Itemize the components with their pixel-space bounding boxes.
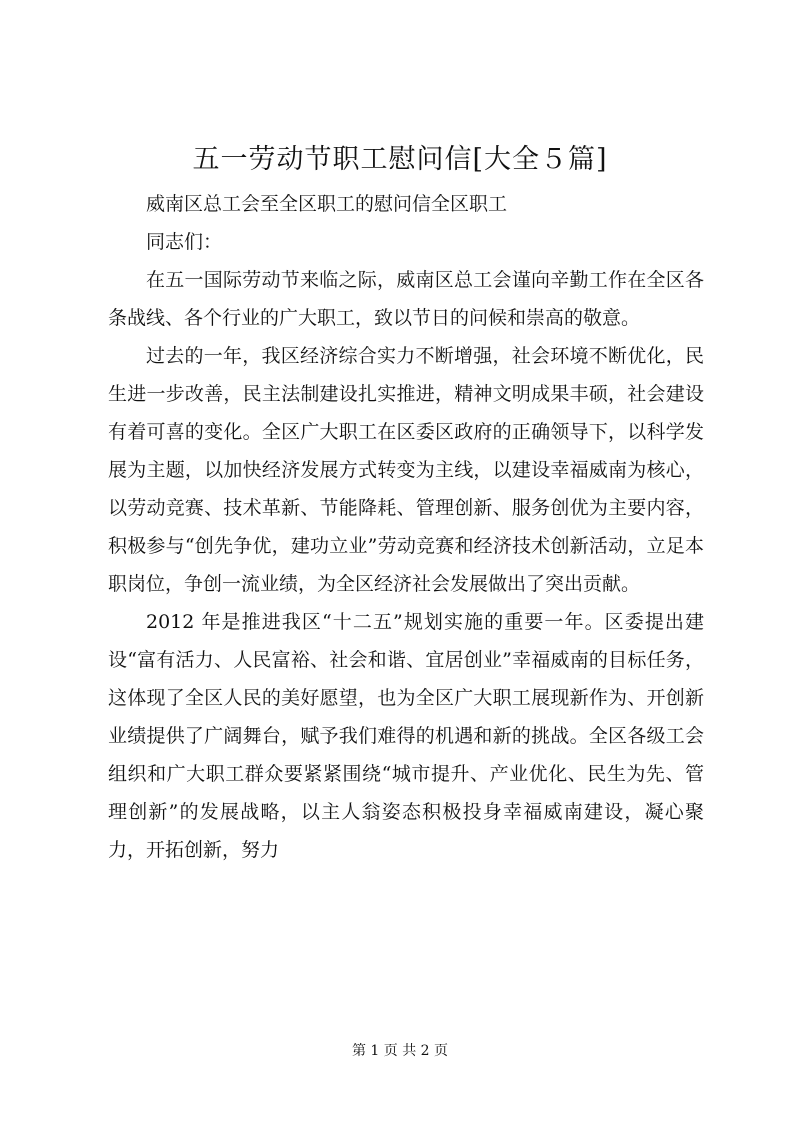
document-body <box>108 185 704 869</box>
body-paragraph: 过去的一年，我区经济综合实力不断增强，社会环境不断优化，民生进一步改善，民主法制建设扎实推进，精神文明成果丰硕，社会建设有着可喜的变化。全区广大职工在区委区政府的正确领导下，以科学发展为主题，以加快经济发展方式转变为主线，以建设幸福威南为核心，以劳动竞赛、技术革新、节能降耗、管理创新、服务创优为主要内容，积极参与“创先争优，建功立业”劳动竞赛和经济技术创新活动，立足本职岗位，争创一流业绩，为全区经济社会发展做出了突出贡献。 <box>108 345 704 595</box>
body-paragraph: 在五一国际劳动节来临之际，威南区总工会谨向辛勤工作在全区各条战线、各个行业的广大职工，致以节日的问候和崇高的敬意。 <box>108 269 704 329</box>
body-paragraph: 2012 年是推进我区“十二五”规划实施的重要一年。区委提出建设“富有活力、人民富裕、社会和谐、宜居创业”幸福威南的目标任务，这体现了全区人民的美好愿望，也为全区广大职工展现新作为、开创新业绩提供了广阔舞台，赋予我们难得的机遇和新的挑战。全区各级工会组织和广大职工群众要紧紧围绕“城市提升、产业优化、民生为先、管理创新”的发展战略，以主人翁姿态积极投身幸福威南建设，凝心聚力，开拓创新，努力 <box>108 611 704 861</box>
body-paragraph: 威南区总工会至全区职工的慰问信全区职工 <box>146 193 508 215</box>
page-footer: 第 1 页 共 2 页 <box>351 1043 449 1059</box>
body-paragraph: 同志们： <box>146 231 223 253</box>
document-title: 五一劳动节职工慰问信[大全５篇] <box>192 144 608 175</box>
